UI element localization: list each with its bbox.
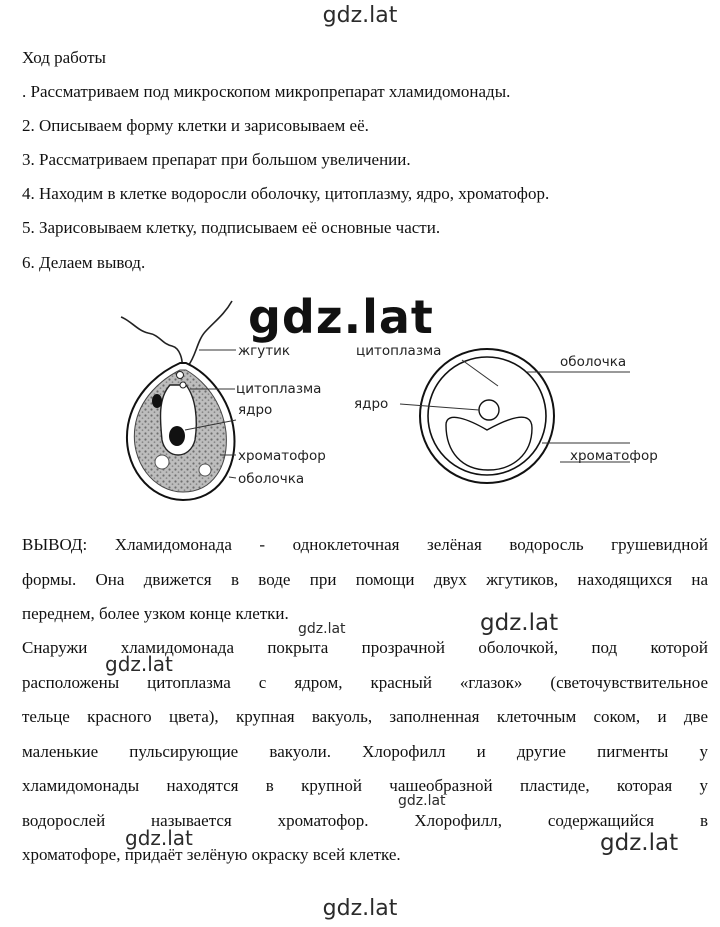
- label-flagellum: жгутик: [238, 343, 291, 359]
- watermark-small-1: gdz.lat: [298, 621, 346, 637]
- watermark-small-2: gdz.lat: [480, 610, 559, 636]
- watermark-small-3: gdz.lat: [105, 652, 173, 676]
- work-heading: Ход работы: [22, 48, 106, 67]
- work-step-5: 5. Зарисовываем клетку, подписываем её основные части.: [22, 218, 441, 237]
- label-chromatophore-left: хроматофор: [238, 448, 326, 464]
- conclusion-p2-line-2: расположены цитоплазма с ядром, красный «глазок» (светочувствительное: [22, 672, 708, 692]
- work-step-6: 6. Делаем вывод.: [22, 253, 146, 272]
- conclusion-paragraph-1: [22, 528, 708, 632]
- work-step-2: 2. Описываем форму клетки и зарисовываем её.: [22, 116, 369, 135]
- conclusion-p2-line-4: маленькие пульсирующие вакуоли. Хлорофилл и другие пигменты у: [22, 741, 708, 761]
- conclusion-p2-line-5: хламидомонады находятся в крупной чашеобразной пластиде, которая у: [22, 776, 708, 795]
- watermark-large: gdz.lat: [248, 290, 434, 344]
- label-membrane-left: оболочка: [238, 471, 305, 487]
- conclusion-p1-line-2: формы. Она движется в воде при помощи двух жгутиков, находящихся на: [22, 569, 708, 589]
- watermark-top: gdz.lat: [322, 3, 398, 28]
- conclusion-p2-line-7: хроматофоре, придаёт зелёную окраску всей клетке.: [22, 845, 401, 864]
- label-nucleus-right: ядро: [354, 396, 389, 412]
- chlamydomonas-cell: [121, 301, 234, 500]
- watermark-small-5: gdz.lat: [125, 826, 193, 850]
- label-chromatophore-right: хроматофор: [570, 448, 658, 464]
- work-step-4: 4. Находим в клетке водоросли оболочку, цитоплазму, ядро, хроматофор.: [22, 184, 550, 203]
- conclusion-p2-line-1: Снаружи хламидомонада покрыта прозрачной оболочкой, под которой: [22, 638, 708, 657]
- conclusion-p1-line-3: переднем, более узком конце клетки.: [22, 604, 289, 623]
- conclusion-p2-line-6: водорослей называется хроматофор. Хлорофилл, содержащийся в: [22, 810, 708, 830]
- label-nucleus-left: ядро: [238, 402, 273, 418]
- label-membrane-right: оболочка: [560, 354, 627, 370]
- watermark-small-4: gdz.lat: [398, 793, 446, 809]
- watermark-small-6: gdz.lat: [600, 830, 679, 856]
- label-cytoplasm-right: цитоплазма: [356, 343, 442, 359]
- watermark-bottom: gdz.lat: [322, 896, 398, 921]
- conclusion-p2-line-3: тельце красного цвета), крупная вакуоль, заполненная клеточным соком, и две: [22, 707, 708, 726]
- work-step-1: . Рассматриваем под микроскопом микропрепарат хламидомонады.: [22, 82, 511, 101]
- schematic-cell: [420, 349, 554, 483]
- label-cytoplasm-left: цитоплазма: [236, 381, 322, 397]
- work-step-3: 3. Рассматриваем препарат при большом увеличении.: [22, 150, 411, 169]
- conclusion-p1-line-1: ВЫВОД: Хламидомонада - одноклеточная зелёная водоросль грушевидной: [22, 535, 708, 554]
